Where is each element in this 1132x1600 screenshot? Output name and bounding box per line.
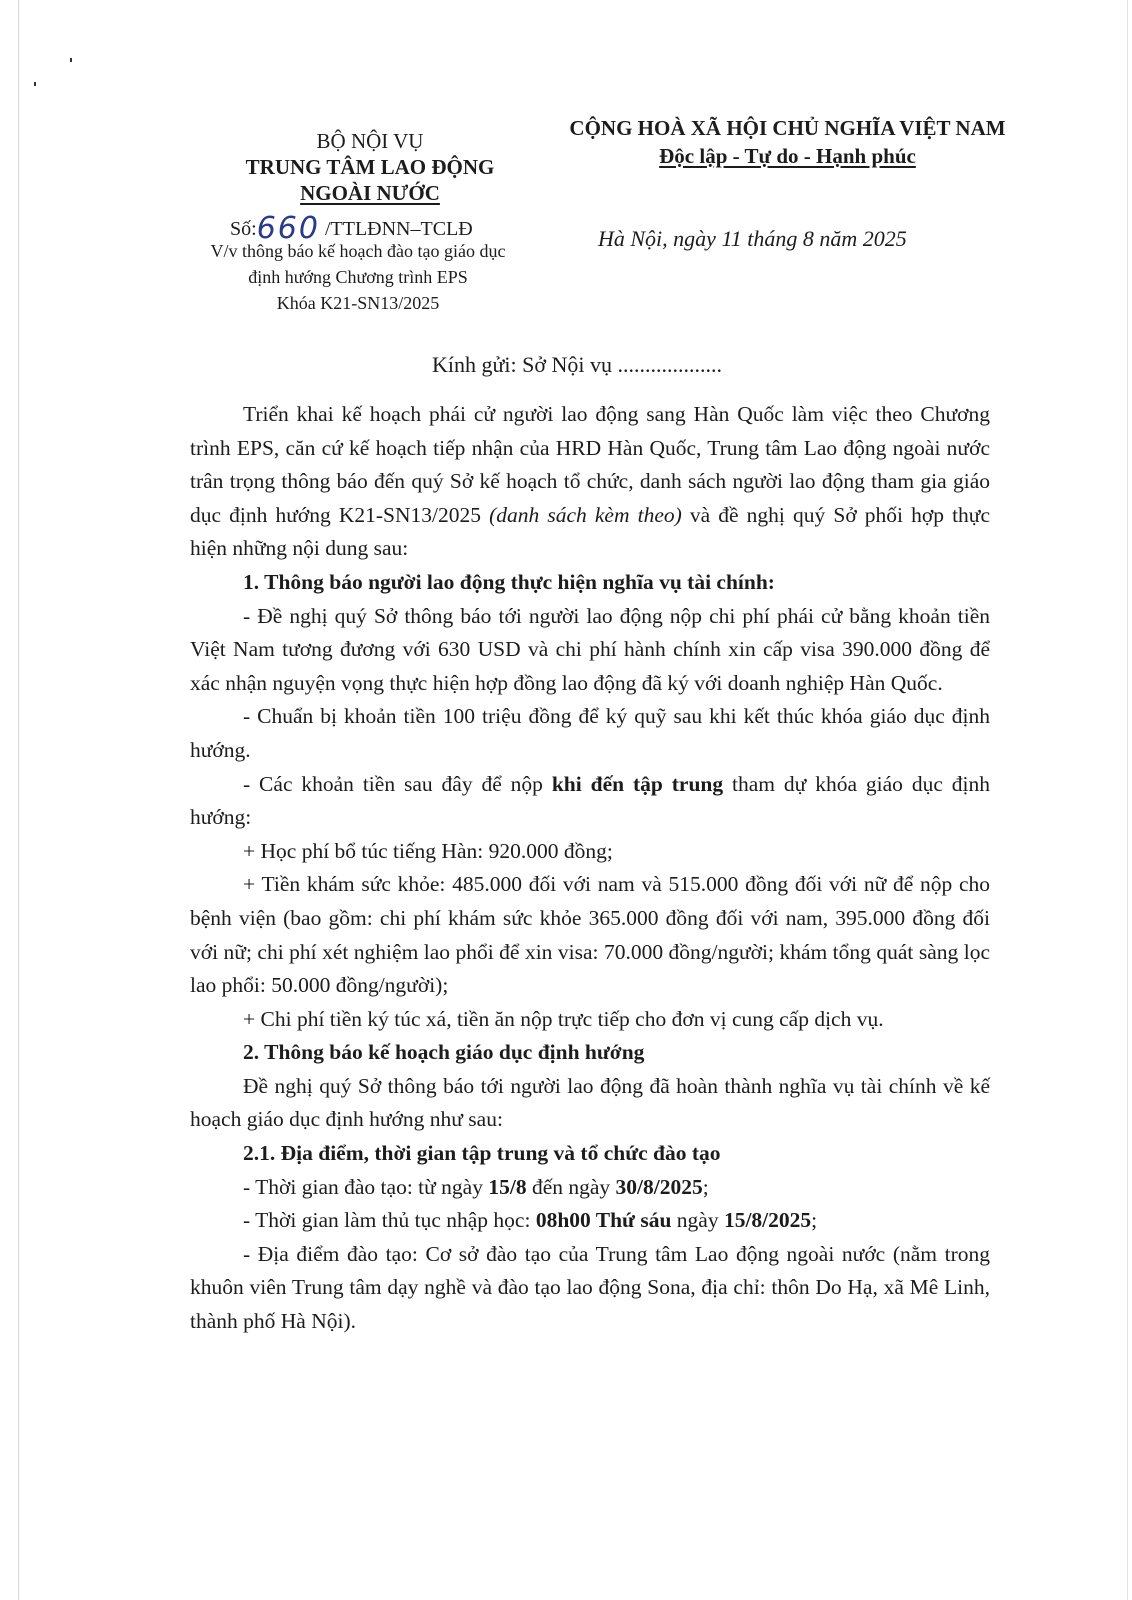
scan-speck <box>70 58 72 62</box>
text-run: ; <box>702 1174 709 1199</box>
enrollment-time <box>190 1204 990 1238</box>
section-1-heading: 1. Thông báo người lao động thực hiện nghĩa vụ tài chính: <box>243 569 775 594</box>
handwritten-number: 660 <box>256 211 320 246</box>
document-body <box>190 398 990 1339</box>
ministry-name: BỘ NỘI VỤ <box>316 129 424 153</box>
text-run: ; <box>811 1208 818 1233</box>
recipient-line: Kính gửi: Sở Nội vụ ................... <box>432 352 723 377</box>
issue-date: Hà Nội, ngày 11 tháng 8 năm 2025 <box>598 226 907 251</box>
scan-edge-right <box>1127 0 1128 1600</box>
start-date: 15/8 <box>488 1174 527 1199</box>
text-run: - Thời gian làm thủ tục nhập học: <box>243 1208 536 1233</box>
end-date: 30/8/2025 <box>615 1174 703 1199</box>
section-2-paragraph: Đề nghị quý Sở thông báo tới người lao động đã hoàn thành nghĩa vụ tài chính về kế hoạch giáo dục định hướng như sau: <box>190 1073 990 1132</box>
document-subject <box>168 238 548 316</box>
fee-item: + Tiền khám sức khỏe: 485.000 đối với nam và 515.000 đồng đối với nữ để nộp cho bệnh viện (bao gồm: chi phí khám sức khỏe 365.000 đồng đối với nam, 395.000 đồng đối với nữ; chi phí xét nghiệm lao phổi để xin visa: 70.000 đồng/người; khám tổng quát sàng lọc lao phổi: 50.000 đồng/người); <box>190 872 990 998</box>
national-header <box>540 114 1035 170</box>
scan-edge-left <box>18 0 19 1600</box>
scan-speck <box>34 82 36 86</box>
section-1-item: - Đề nghị quý Sở thông báo tới người lao động nộp chi phí phái cử bằng khoản tiền Việt Nam tương đương với 630 USD và chi phí hành chính xin cấp visa 390.000 đồng để xác nhận nguyện vọng thực hiện hợp đồng lao động đã ký với doanh nghiệp Hàn Quốc. <box>190 603 990 695</box>
section-2-1-heading: 2.1. Địa điểm, thời gian tập trung và tổ chức đào tạo <box>243 1141 721 1166</box>
training-location: - Địa điểm đào tạo: Cơ sở đào tạo của Trung tâm Lao động ngoài nước (nằm trong khuôn viên Trung tâm dạy nghề và đào tạo lao động Sona, địa chỉ: thôn Do Hạ, xã Mê Linh, thành phố Hà Nội). <box>190 1241 990 1334</box>
center-name-line2: NGOÀI NƯỚC <box>300 181 440 205</box>
intro-text-end: và đề nghị quý Sở phối hợp thực hiện những nội dung sau: <box>190 502 991 561</box>
intro-paragraph <box>190 398 990 566</box>
enrollment-date: 15/8/2025 <box>723 1208 812 1233</box>
subject-line: Khóa K21-SN13/2025 <box>276 293 440 313</box>
text-run-bold: khi đến tập trung <box>551 771 724 796</box>
document-number-label: Số: <box>230 218 257 240</box>
section-2-heading: 2. Thông báo kế hoạch giáo dục định hướng <box>243 1040 645 1065</box>
training-period <box>190 1171 990 1205</box>
fee-item: + Học phí bổ túc tiếng Hàn: 920.000 đồng; <box>243 838 613 863</box>
text-run: tham dự khóa giáo dục định hướng: <box>190 771 990 830</box>
text-run: - Các khoản tiền sau đây để nộp <box>243 771 552 796</box>
enrollment-hour: 08h00 Thứ sáu <box>535 1208 672 1233</box>
center-name-line1: TRUNG TÂM LAO ĐỘNG <box>245 155 495 179</box>
text-run: - Thời gian đào tạo: từ ngày <box>243 1174 489 1199</box>
text-run: đến ngày <box>526 1174 616 1199</box>
nation-name: CỘNG HOÀ XÃ HỘI CHỦ NGHĨA VIỆT NAM <box>569 116 1006 140</box>
subject-line: định hướng Chương trình EPS <box>248 267 468 287</box>
intro-text: Triển khai kế hoạch phái cử người lao động sang Hàn Quốc làm việc theo Chương trình EPS, căn cứ kế hoạch tiếp nhận của HRD Hàn Quốc, Trung tâm Lao động ngoài nước trân trọng thông báo đến quý Sở kế hoạch tổ chức, danh sách người lao động tham gia giáo dục định hướng K21-SN13/2025 <box>190 402 990 527</box>
subject-line: V/v thông báo kế hoạch đào tạo giáo dục <box>210 241 506 261</box>
issuer-block <box>170 128 570 206</box>
document-number-suffix: /TTLĐNN–TCLĐ <box>324 218 473 240</box>
national-motto: Độc lập - Tự do - Hạnh phúc <box>659 144 916 168</box>
fee-item: + Chi phí tiền ký túc xá, tiền ăn nộp trực tiếp cho đơn vị cung cấp dịch vụ. <box>243 1006 884 1031</box>
section-1-item <box>190 768 990 835</box>
intro-attachment-note: (danh sách kèm theo) <box>489 502 682 527</box>
text-run: ngày <box>671 1208 724 1233</box>
section-1-item: - Chuẩn bị khoản tiền 100 triệu đồng để ký quỹ sau khi kết thúc khóa giáo dục định hướng. <box>190 704 990 762</box>
